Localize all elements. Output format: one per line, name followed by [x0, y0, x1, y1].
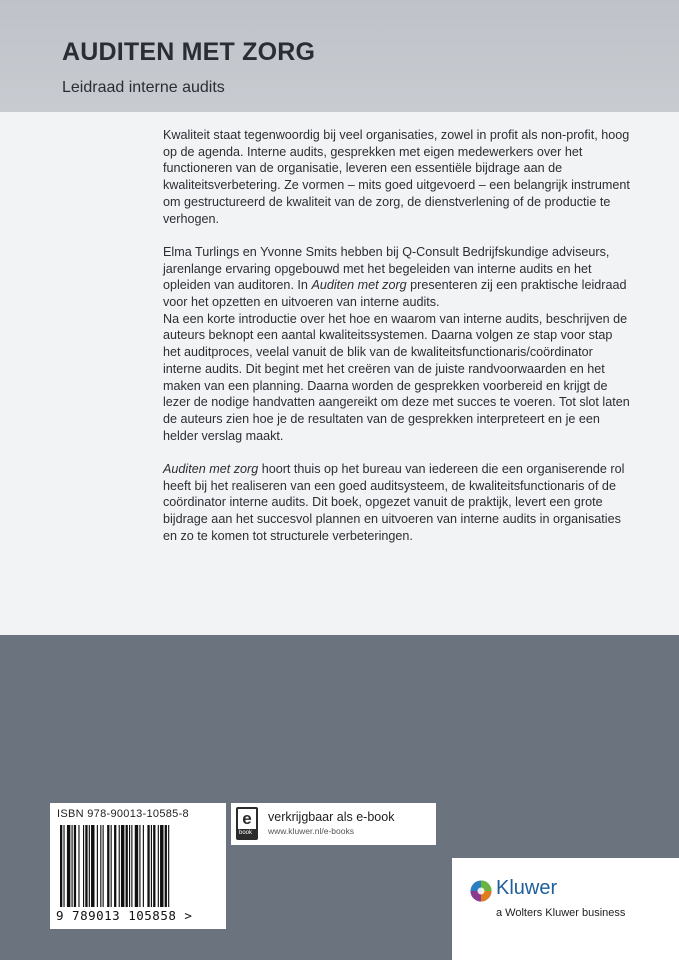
barcode-bar [78, 825, 79, 907]
barcode-panel [50, 803, 226, 929]
barcode-bar [131, 825, 132, 907]
barcode-bar [72, 825, 73, 907]
barcode-bar [129, 825, 130, 907]
blurb-p2-text-a: Elma Turlings en Yvonne Smits hebben bij Q-Consult Bedrijfskundige adviseurs, jarenlange ervaring opgebouwd met het begeleiden van interne audits en het opleiden van auditoren. In [163, 244, 610, 293]
barcode-bar [139, 825, 140, 907]
barcode-bar [83, 825, 84, 907]
ebook-url[interactable]: www.kluwer.nl/e-books [268, 826, 354, 836]
barcode-bar [121, 825, 124, 907]
ebook-label: verkrijgbaar als e-book [268, 810, 395, 824]
barcode-bar [158, 825, 159, 907]
barcode-bar [97, 825, 98, 907]
barcode-bar [100, 825, 101, 907]
isbn-label: ISBN 978-90013-10585-8 [57, 808, 189, 820]
kluwer-logo-icon [470, 880, 492, 902]
ebook-icon-letter: e [238, 809, 256, 829]
barcode-bar [126, 825, 128, 907]
book-title: AUDITEN MET ZORG [62, 38, 316, 66]
blurb-paragraph-4 [163, 461, 633, 545]
publisher-tagline: a Wolters Kluwer business [496, 907, 626, 919]
blurb-paragraph-3: Na een korte introductie over het hoe en waarom van interne audits, beschrijven de auteurs beknopt een aantal kwaliteitssystemen. Daarna volgen ze stap voor stap het auditproces, veelal vanuit de blik van de kwaliteitsfunctionaris/coördinator interne audits. Dit begint met het creëren van de juiste randvoorwaarden en het maken van een planning. Daarna worden de gesprekken voorbereid en krijgt de lezer de nodige handvatten aangereikt om deze met succes te voeren. Tot slot laten de auteurs zien hoe je de resultaten van de gesprekken interpreteert en je een helder verslag maakt. [163, 311, 630, 443]
barcode-bar [60, 825, 62, 907]
barcode-bar [85, 825, 87, 907]
barcode-bar [91, 825, 94, 907]
barcode-bar [103, 825, 104, 907]
blurb-p4-book-title: Auditen met zorg [163, 462, 259, 477]
ebook-icon-word: book [239, 830, 253, 836]
blurb-p4-text: hoort thuis op het bureau van iedereen die een organiserende rol heeft bij het realiseren van een goed auditsysteem, de kwaliteitsfunctionaris of de coördinator interne audits. Dit boek, opgezet vanuit de praktijk, levert een grote bijdrage aan het succesvol plannen en uitvoeren van interne audits in organisaties en zo te komen tot structurele verbeteringen. [163, 462, 625, 543]
blurb-p2-text-b: presenteren zij een praktische leidraad voor het opzetten en uitvoeren van interne audits. [163, 278, 627, 310]
barcode-bar [114, 825, 116, 907]
blurb-paragraph-2 [163, 244, 633, 311]
blurb-paragraph-1: Kwaliteit staat tegenwoordig bij veel organisaties, zowel in profit als non-profit, hoog op de agenda. Interne audits, gesprekken met eigen medewerkers over het functioneren van de organisatie, leveren een essentiële bijdrage aan de kwaliteitsverbetering. Ze vormen – mits goed uitgevoerd – een belangrijk instrument om gestructureerd de kwaliteit van de zorg, de dienstverlening of de productie te verhogen. [163, 128, 630, 226]
barcode-bar [67, 825, 70, 907]
barcode-bar [165, 825, 167, 907]
blurb-p2-book-title: Auditen met zorg [311, 278, 407, 293]
barcode-bar [135, 825, 138, 907]
barcode-digits: 9 789013 105858 > [56, 908, 193, 923]
publisher-name: Kluwer [496, 877, 558, 899]
ebook-panel [231, 803, 436, 845]
barcode-bar [89, 825, 90, 907]
header-band [0, 0, 679, 112]
barcode-bar [160, 825, 163, 907]
barcode-bars [58, 825, 218, 907]
barcode-bar [111, 825, 112, 907]
barcode-bar [153, 825, 155, 907]
barcode-bar [107, 825, 109, 907]
barcode-bar [147, 825, 149, 907]
barcode-bar [119, 825, 120, 907]
book-subtitle: Leidraad interne audits [62, 79, 225, 96]
barcode-bar [143, 825, 144, 907]
barcode-bar [151, 825, 152, 907]
barcode-bar [168, 825, 169, 907]
blurb-text [163, 127, 633, 561]
ebook-icon [236, 807, 258, 840]
barcode-bar [63, 825, 64, 907]
publisher-panel [452, 858, 679, 960]
barcode-bar [74, 825, 76, 907]
